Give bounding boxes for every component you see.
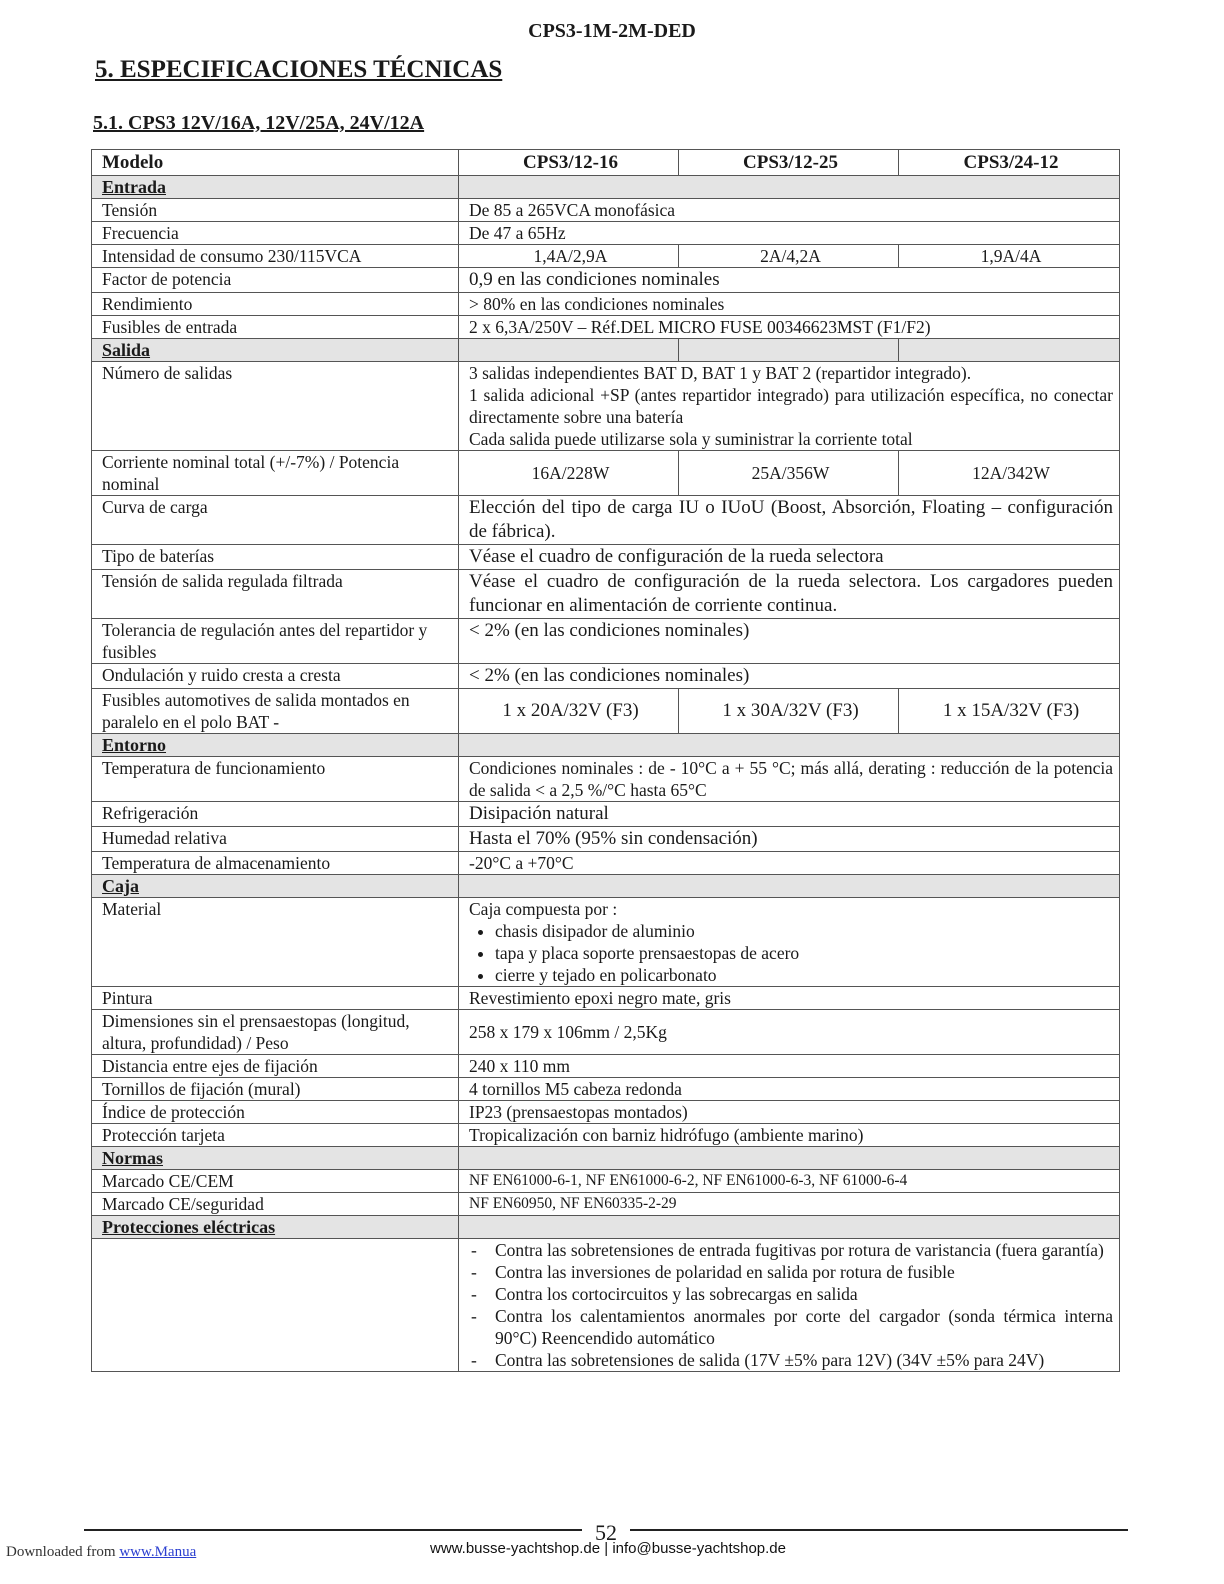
table-row bbox=[92, 1193, 1120, 1216]
row-label: Pintura bbox=[92, 987, 459, 1010]
table-row bbox=[92, 451, 1120, 496]
row-value: 1,9A/4A bbox=[899, 245, 1120, 268]
row-label: Material bbox=[92, 898, 459, 987]
list-item: - Contra las sobretensiones de salida (17V ±5% para 12V) (34V ±5% para 24V) bbox=[495, 1349, 1113, 1371]
table-row bbox=[92, 570, 1120, 619]
table-row bbox=[92, 362, 1120, 451]
table-row bbox=[92, 1124, 1120, 1147]
row-value: IP23 (prensaestopas montados) bbox=[459, 1101, 1120, 1124]
row-value: Véase el cuadro de configuración de la rueda selectora bbox=[459, 545, 1120, 570]
table-row bbox=[92, 268, 1120, 293]
row-label: Tornillos de fijación (mural) bbox=[92, 1078, 459, 1101]
row-value: 4 tornillos M5 cabeza redonda bbox=[459, 1078, 1120, 1101]
row-value: Tropicalización con barniz hidrófugo (ambiente marino) bbox=[459, 1124, 1120, 1147]
specifications-table bbox=[91, 149, 1120, 1372]
table-row bbox=[92, 757, 1120, 802]
model-row bbox=[92, 150, 1120, 176]
downloaded-from-text: Downloaded from bbox=[6, 1544, 116, 1560]
row-value bbox=[459, 898, 1120, 987]
row-value: 1 x 30A/32V (F3) bbox=[679, 689, 899, 734]
row-value: Hasta el 70% (95% sin condensación) bbox=[459, 827, 1120, 852]
section-label-entorno: Entorno bbox=[92, 734, 459, 757]
row-value: NF EN61000-6-1, NF EN61000-6-2, NF EN61000-6-3, NF 61000-6-4 bbox=[459, 1170, 1120, 1193]
material-list bbox=[469, 920, 1113, 986]
row-value: Disipación natural bbox=[459, 802, 1120, 827]
website-contact: www.busse-yachtshop.de | info@busse-yachtshop.de bbox=[430, 1540, 786, 1557]
list-item: - Contra los cortocircuitos y las sobrecargas en salida bbox=[495, 1283, 1113, 1305]
row-label: Número de salidas bbox=[92, 362, 459, 451]
section-row-salida bbox=[92, 339, 1120, 362]
table-row bbox=[92, 689, 1120, 734]
row-value: 240 x 110 mm bbox=[459, 1055, 1120, 1078]
footer-divider-left bbox=[84, 1529, 582, 1531]
document-code-header: CPS3-1M-2M-DED bbox=[528, 20, 696, 42]
table-row bbox=[92, 664, 1120, 689]
row-value: 2 x 6,3A/250V – Réf.DEL MICRO FUSE 00346623MST (F1/F2) bbox=[459, 316, 1120, 339]
row-value bbox=[459, 1239, 1120, 1372]
table-row bbox=[92, 1101, 1120, 1124]
table-row bbox=[92, 852, 1120, 875]
section-label-salida: Salida bbox=[92, 339, 459, 362]
list-item: • cierre y tejado en policarbonato bbox=[495, 964, 1113, 986]
section-row-normas bbox=[92, 1147, 1120, 1170]
model-cps3-12-16: CPS3/12-16 bbox=[459, 150, 679, 176]
row-label: Fusibles automotives de salida montados en paralelo en el polo BAT - bbox=[92, 689, 459, 734]
table-row bbox=[92, 293, 1120, 316]
table-row bbox=[92, 802, 1120, 827]
row-value: -20°C a +70°C bbox=[459, 852, 1120, 875]
row-label: Temperatura de funcionamiento bbox=[92, 757, 459, 802]
row-label: Rendimiento bbox=[92, 293, 459, 316]
row-label: Frecuencia bbox=[92, 222, 459, 245]
table-row bbox=[92, 496, 1120, 545]
row-value: < 2% (en las condiciones nominales) bbox=[459, 619, 1120, 664]
list-item: - Contra las sobretensiones de entrada fugitivas por rotura de varistancia (fuera garantía) bbox=[495, 1239, 1113, 1261]
downloaded-from bbox=[6, 1544, 254, 1561]
protections-list bbox=[469, 1239, 1113, 1371]
row-label: Tensión bbox=[92, 199, 459, 222]
row-label: Marcado CE/CEM bbox=[92, 1170, 459, 1193]
row-label: Curva de carga bbox=[92, 496, 459, 545]
row-value: 12A/342W bbox=[899, 451, 1120, 496]
row-label: Dimensiones sin el prensaestopas (longitud, altura, profundidad) / Peso bbox=[92, 1010, 459, 1055]
table-row bbox=[92, 222, 1120, 245]
table-row bbox=[92, 898, 1120, 987]
table-row bbox=[92, 619, 1120, 664]
table-row bbox=[92, 1055, 1120, 1078]
row-label: Fusibles de entrada bbox=[92, 316, 459, 339]
row-value: Véase el cuadro de configuración de la rueda selectora. Los cargadores pueden funcionar en alimentación de corriente continua. bbox=[459, 570, 1120, 619]
row-value: > 80% en las condiciones nominales bbox=[459, 293, 1120, 316]
row-label: Intensidad de consumo 230/115VCA bbox=[92, 245, 459, 268]
row-value: 25A/356W bbox=[679, 451, 899, 496]
section-label-protecciones: Protecciones eléctricas bbox=[92, 1216, 459, 1239]
section-row-entorno bbox=[92, 734, 1120, 757]
table-row bbox=[92, 987, 1120, 1010]
row-label: Humedad relativa bbox=[92, 827, 459, 852]
list-item: - Contra las inversiones de polaridad en salida por rotura de fusible bbox=[495, 1261, 1113, 1283]
table-row bbox=[92, 545, 1120, 570]
row-label: Tipo de baterías bbox=[92, 545, 459, 570]
list-item: - Contra los calentamientos anormales por corte del cargador (sonda térmica interna 90°C) Reencendido automático bbox=[495, 1305, 1113, 1349]
section-label-entrada: Entrada bbox=[92, 176, 459, 199]
list-item: • chasis disipador de aluminio bbox=[495, 920, 1113, 942]
table-row bbox=[92, 199, 1120, 222]
row-label: Marcado CE/seguridad bbox=[92, 1193, 459, 1216]
row-label: Factor de potencia bbox=[92, 268, 459, 293]
row-label: Tolerancia de regulación antes del repartidor y fusibles bbox=[92, 619, 459, 664]
section-label-normas: Normas bbox=[92, 1147, 459, 1170]
row-value: Condiciones nominales : de - 10°C a + 55 °C; más allá, derating : reducción de la potencia de salida < a 2,5 %/°C hasta 65°C bbox=[459, 757, 1120, 802]
model-label: Modelo bbox=[92, 150, 459, 176]
subsection-title: 5.1. CPS3 12V/16A, 12V/25A, 24V/12A bbox=[93, 112, 425, 134]
table-row bbox=[92, 1239, 1120, 1372]
table-row bbox=[92, 1078, 1120, 1101]
section-row-protecciones bbox=[92, 1216, 1120, 1239]
row-value: < 2% (en las condiciones nominales) bbox=[459, 664, 1120, 689]
row-value: 2A/4,2A bbox=[679, 245, 899, 268]
section-title: 5. ESPECIFICACIONES TÉCNICAS bbox=[95, 56, 503, 83]
footer-divider-right bbox=[630, 1529, 1128, 1531]
row-value: NF EN60950, NF EN60335-2-29 bbox=[459, 1193, 1120, 1216]
table-row bbox=[92, 1170, 1120, 1193]
table-row bbox=[92, 1010, 1120, 1055]
row-value: Elección del tipo de carga IU o IUoU (Boost, Absorción, Floating – configuración de fábrica). bbox=[459, 496, 1120, 545]
page-number: 52 bbox=[595, 1520, 617, 1545]
row-label: Ondulación y ruido cresta a cresta bbox=[92, 664, 459, 689]
row-label: Protección tarjeta bbox=[92, 1124, 459, 1147]
table-row bbox=[92, 827, 1120, 852]
table-row bbox=[92, 245, 1120, 268]
row-value: 3 salidas independientes BAT D, BAT 1 y BAT 2 (repartidor integrado). 1 salida adicional +SP (antes repartidor integrado) para utilización específica, no conectar directamente sobre una batería Cada salida puede utilizarse sola y suministrar la corriente total bbox=[459, 362, 1120, 451]
row-label: Índice de protección bbox=[92, 1101, 459, 1124]
list-item: • tapa y placa soporte prensaestopas de acero bbox=[495, 942, 1113, 964]
row-label: Temperatura de almacenamiento bbox=[92, 852, 459, 875]
row-value: 1 x 15A/32V (F3) bbox=[899, 689, 1120, 734]
row-value: Revestimiento epoxi negro mate, gris bbox=[459, 987, 1120, 1010]
row-value: De 85 a 265VCA monofásica bbox=[459, 199, 1120, 222]
material-intro: Caja compuesta por : bbox=[469, 899, 618, 919]
manual-site-link[interactable]: www.Manua bbox=[119, 1544, 197, 1560]
row-label: Refrigeración bbox=[92, 802, 459, 827]
table-row bbox=[92, 316, 1120, 339]
row-value: 1,4A/2,9A bbox=[459, 245, 679, 268]
row-value: 16A/228W bbox=[459, 451, 679, 496]
row-value: 1 x 20A/32V (F3) bbox=[459, 689, 679, 734]
row-label: Corriente nominal total (+/-7%) / Potencia nominal bbox=[92, 451, 459, 496]
model-cps3-12-25: CPS3/12-25 bbox=[679, 150, 899, 176]
row-label: Tensión de salida regulada filtrada bbox=[92, 570, 459, 619]
section-row-entrada bbox=[92, 176, 1120, 199]
model-cps3-24-12: CPS3/24-12 bbox=[899, 150, 1120, 176]
row-value: De 47 a 65Hz bbox=[459, 222, 1120, 245]
section-label-caja: Caja bbox=[92, 875, 459, 898]
section-row-caja bbox=[92, 875, 1120, 898]
row-value: 0,9 en las condiciones nominales bbox=[459, 268, 1120, 293]
row-label: Distancia entre ejes de fijación bbox=[92, 1055, 459, 1078]
row-value: 258 x 179 x 106mm / 2,5Kg bbox=[459, 1010, 1120, 1055]
